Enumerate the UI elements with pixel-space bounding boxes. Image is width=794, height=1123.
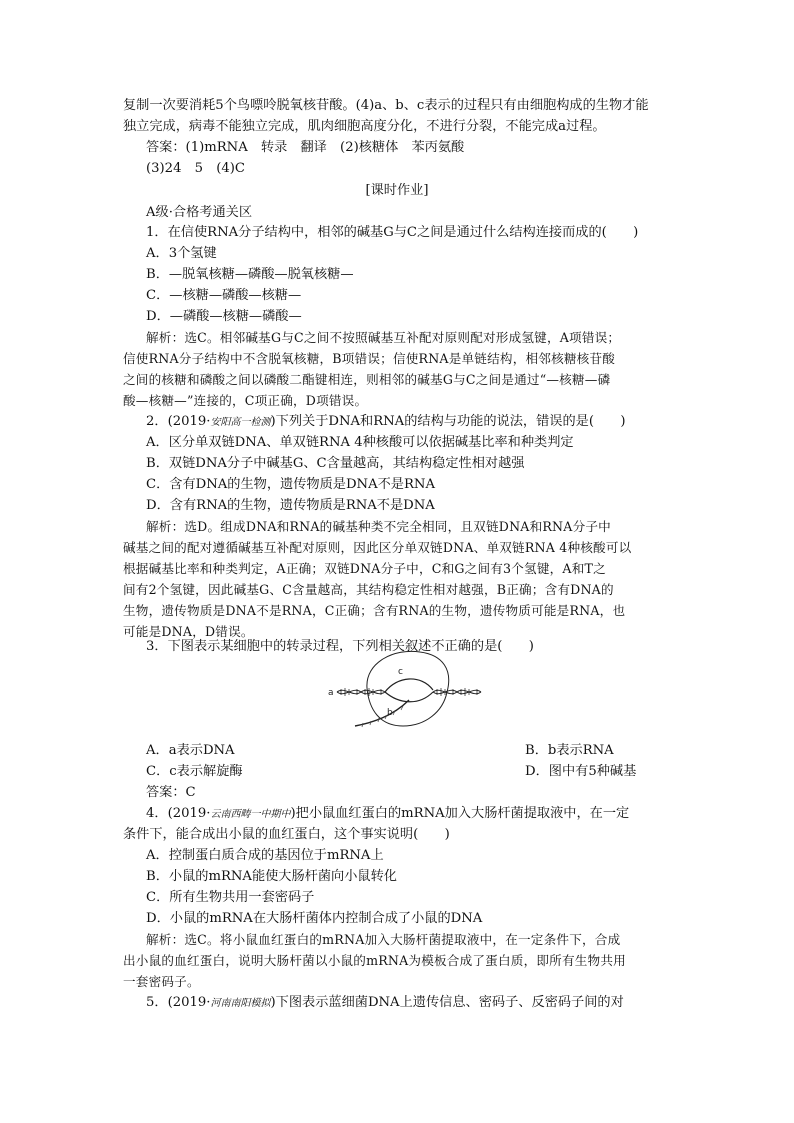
q3-answer: 答案：C (146, 785, 196, 800)
section-title: [课时作业] (365, 183, 429, 198)
q2-explanation-line: 间有2个氢键，因此碱基G、C含量越高，其结构稳定性相对越强，B正确；含有DNA的 (123, 582, 614, 597)
q4-option-b: B．小鼠的mRNA能使大肠杆菌向小鼠转化 (146, 869, 397, 884)
q1-stem: 1．在信使RNA分子结构中，相邻的碱基G与C之间是通过什么结构连接而成的( ) (146, 225, 639, 240)
q4-explanation-line: 一套密码子。 (123, 974, 200, 989)
q2-stem (146, 412, 625, 433)
q4-explanation-line: 解析：选C。将小鼠血红蛋白的mRNA加入大肠杆菌提取液中，在一定条件下，合成 (146, 932, 621, 947)
q1-explanation-line: 解析：选C。相邻碱基G与C之间不按照碱基互补配对原则配对形成氢键，A项错误； (146, 330, 621, 345)
q5-stem (146, 993, 624, 1014)
q3-stem: 3．下图表示某细胞中的转录过程，下列相关叙述不正确的是( ) (146, 639, 534, 654)
q2-explanation-line: 根据碱基比率和种类判定，A正确；双链DNA分子中，C和G之间有3个氢键，A和T之 (123, 561, 606, 576)
intro-line-2: 独立完成，病毒不能独立完成，肌肉细胞高度分化，不进行分裂，不能完成a过程。 (123, 119, 606, 134)
q4-option-a: A．控制蛋白质合成的基因位于mRNA上 (146, 848, 384, 863)
q2-option-c: C．含有DNA的生物，遗传物质是DNA不是RNA (146, 477, 435, 492)
q4-number: 4．(2019· (146, 806, 211, 821)
q5-number: 5．(2019· (146, 995, 211, 1010)
q1-explanation-line: 之间的核糖和磷酸之间以磷酸二酯键相连，则相邻的碱基G与C之间是通过“—核糖—磷 (123, 372, 611, 387)
q2-option-a: A．区分单双链DNA、单双链RNA 4种核酸可以依据碱基比率和种类判定 (146, 435, 574, 450)
rna-strand (355, 700, 409, 726)
figure-label-c: c (398, 667, 403, 677)
enzyme-outline (367, 651, 449, 726)
q2-explanation-line: 生物，遗传物质是DNA不是RNA，C正确；含有RNA的生物，遗传物质可能是RNA，也 (123, 603, 626, 618)
transcription-figure (325, 640, 495, 740)
q5-source: 河南南阳模拟 (210, 998, 271, 1009)
q2-option-b: B．双链DNA分子中碱基G、C含量越高，其结构稳定性相对越强 (146, 456, 525, 471)
intro-line-1: 复制一次要消耗5个鸟嘌呤脱氧核苷酸。(4)a、b、c表示的过程只有由细胞构成的生物才能 (123, 98, 649, 113)
q1-option-c: C．—核糖—磷酸—核糖— (146, 288, 302, 303)
answer-line-1: 答案：(1)mRNA 转录 翻译 (2)核糖体 苯丙氨酸 (146, 140, 465, 155)
q3-option-a: A．a表示DNA (146, 743, 235, 758)
q4-option-d: D．小鼠的mRNA在大肠杆菌体内控制合成了小鼠的DNA (146, 911, 483, 926)
q1-explanation-line: 信使RNA分子结构中不含脱氧核糖，B项错误；信使RNA是单链结构，相邻核糖核苷酸 (123, 351, 616, 366)
q2-source: 安阳高一检测 (210, 417, 271, 428)
q4-source: 云南西畴一中期中 (210, 809, 291, 820)
level-heading: A级·合格考通关区 (146, 205, 253, 220)
q4-stem-text: )把小鼠血红蛋白的mRNA加入大肠杆菌提取液中，在一定 (290, 806, 630, 821)
q2-stem-text: )下列关于DNA和RNA的结构与功能的说法，错误的是( ) (270, 414, 626, 429)
q3-option-d: D．图中有5种碱基 (525, 764, 637, 779)
q4-explanation-line: 出小鼠的血红蛋白，说明大肠杆菌以小鼠的mRNA为模板合成了蛋白质，即所有生物共用 (123, 953, 626, 968)
q1-option-d: D．—磷酸—核糖—磷酸— (146, 309, 302, 324)
q1-option-a: A．3个氢键 (146, 246, 217, 261)
q1-option-b: B．—脱氧核糖—磷酸—脱氧核糖— (146, 267, 354, 282)
q1-explanation-line: 酸—核糖—”连接的，C项正确，D项错误。 (123, 393, 368, 408)
q2-explanation-line: 解析：选D。组成DNA和RNA的碱基种类不完全相同，且双链DNA和RNA分子中 (146, 519, 611, 534)
q5-stem-text: )下图表示蓝细菌DNA上遗传信息、密码子、反密码子间的对 (270, 995, 624, 1010)
q4-stem (146, 804, 629, 825)
figure-label-b: b (387, 708, 393, 718)
q3-option-c: C．c表示解旋酶 (146, 764, 243, 779)
figure-label-a: a (328, 688, 334, 698)
answer-line-2: (3)24 5 (4)C (146, 161, 245, 176)
q2-explanation-line: 碱基之间的配对遵循碱基互补配对原则，因此区分单双链DNA、单双链RNA 4种核酸可以 (123, 540, 632, 555)
q2-explanation-line: 可能是DNA，D错误。 (123, 624, 254, 639)
dna-strand-open-top (385, 679, 433, 692)
q4-stem-line-2: 条件下，能合成出小鼠的血红蛋白，这个事实说明( ) (123, 827, 450, 842)
q3-option-b: B．b表示RNA (525, 743, 614, 758)
q2-number: 2．(2019· (146, 414, 211, 429)
q4-option-c: C．所有生物共用一套密码子 (146, 890, 315, 905)
q2-option-d: D．含有RNA的生物，遗传物质是RNA不是DNA (146, 498, 435, 513)
